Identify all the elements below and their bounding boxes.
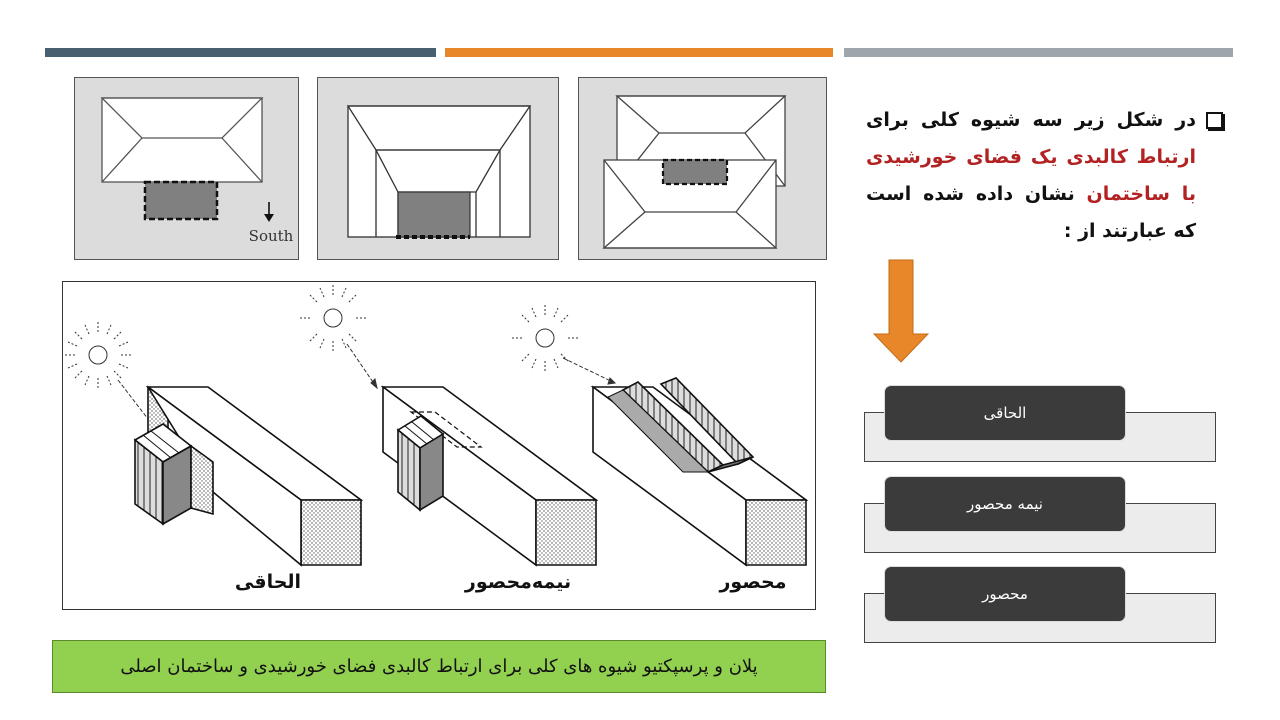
perspective-label-enclosed: محصور xyxy=(719,571,787,593)
list-item-attached: الحاقی xyxy=(884,385,1126,441)
header-bar-dark xyxy=(45,48,436,57)
bullet-highlight: ارتباط کالبدی یک فضای خورشیدی با ساختمان xyxy=(866,146,1196,205)
bullet-text-part2: نشان داده شده است که عبارتند از : xyxy=(866,183,1196,242)
sun-icon-2 xyxy=(300,285,377,388)
bullet-text-part1: در شکل زیر سه شیوه کلی برای xyxy=(866,109,1196,131)
perspective-figure xyxy=(62,281,816,610)
building-enclosed xyxy=(593,378,806,565)
down-arrow-icon xyxy=(873,258,929,364)
plan-enclosed xyxy=(578,77,827,260)
plan-enclosed-drawing xyxy=(579,78,826,259)
header-bar-orange xyxy=(445,48,833,57)
sun-icon-3 xyxy=(512,305,615,384)
perspective-label-semi-enclosed: نیمه‌محصور xyxy=(464,571,572,593)
sun-icon-1 xyxy=(65,322,155,428)
bullet-checkbox-icon xyxy=(1206,112,1223,129)
figure-caption: پلان و پرسپکتیو شیوه های کلی برای ارتباط کالبدی فضای خورشیدی و ساختمان اصلی xyxy=(52,640,826,693)
plan-attached xyxy=(74,77,299,260)
bullet-paragraph xyxy=(866,102,1196,250)
perspective-drawing xyxy=(63,282,815,609)
building-semi-enclosed xyxy=(383,387,596,565)
list-item-semi-enclosed: نیمه محصور xyxy=(884,476,1126,532)
south-label: South xyxy=(248,227,294,245)
perspective-label-attached: الحاقی xyxy=(234,571,302,593)
header-bar-gray xyxy=(844,48,1233,57)
building-attached xyxy=(135,387,361,565)
plan-semi-enclosed-drawing xyxy=(318,78,558,259)
plan-semi-enclosed xyxy=(317,77,559,260)
list-item-enclosed: محصور xyxy=(884,566,1126,622)
plan-attached-drawing xyxy=(75,78,298,259)
